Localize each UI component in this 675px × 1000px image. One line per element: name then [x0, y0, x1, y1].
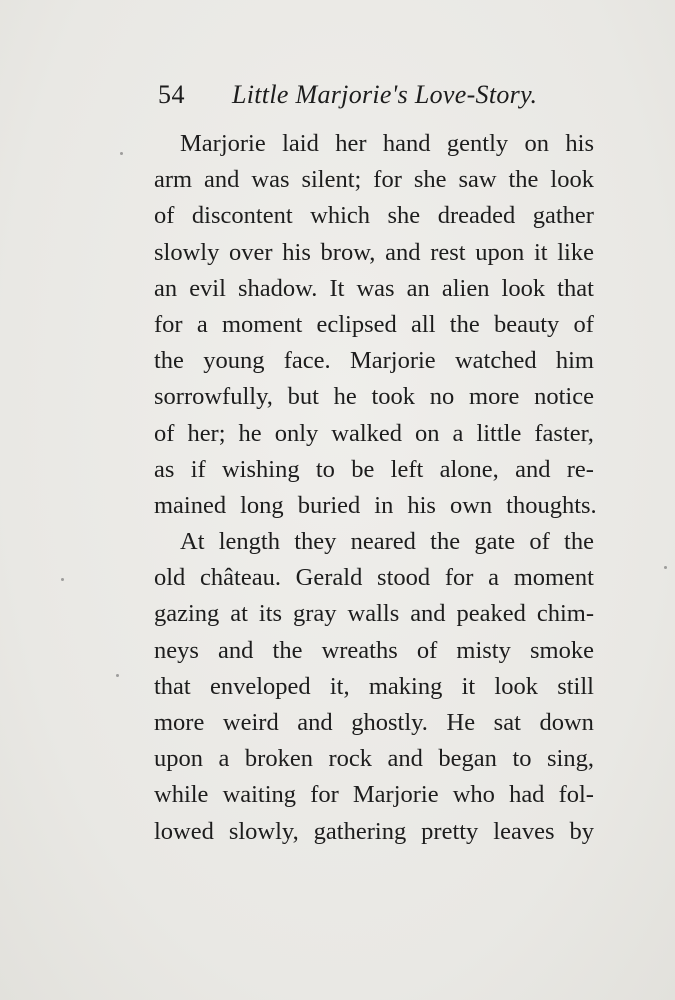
word: misty	[456, 636, 511, 664]
word: that	[557, 274, 594, 302]
word: as	[154, 455, 175, 483]
word: little	[476, 419, 522, 447]
word: the	[154, 347, 184, 375]
word: leaves	[493, 817, 555, 845]
word: took	[371, 383, 416, 411]
word: gathering	[313, 817, 407, 845]
text-line	[154, 777, 594, 813]
word: of	[573, 310, 594, 338]
word: Marjorie	[180, 130, 266, 157]
word: alone,	[439, 455, 499, 483]
word: him	[555, 347, 594, 375]
word: the	[449, 310, 480, 338]
word: notice	[534, 383, 594, 411]
word: she	[413, 166, 447, 194]
print-speck	[120, 152, 123, 155]
word: to	[512, 745, 532, 773]
word: neys	[154, 636, 199, 664]
word: evil	[189, 274, 226, 302]
text-line	[154, 416, 594, 452]
word: lowed	[154, 817, 214, 845]
word: of	[154, 202, 175, 230]
word: gather	[532, 202, 594, 230]
word: her	[335, 130, 367, 157]
word: for	[373, 166, 402, 194]
word: moment	[513, 564, 594, 592]
word: length	[218, 528, 280, 556]
word: by	[569, 817, 594, 845]
word: his	[282, 238, 311, 266]
word: upon	[154, 745, 203, 773]
word: had	[509, 781, 545, 809]
word: and	[218, 636, 254, 664]
word: weird	[222, 709, 279, 736]
word: the	[508, 166, 539, 194]
word: and	[204, 166, 240, 194]
word: Marjorie	[352, 781, 439, 809]
word: the	[430, 528, 461, 556]
print-speck	[116, 674, 119, 677]
word: for	[310, 781, 339, 809]
word: Marjorie	[349, 347, 436, 375]
word: he	[238, 419, 262, 447]
word: neared	[350, 528, 416, 556]
word: its	[258, 600, 283, 628]
word: re-	[566, 455, 594, 483]
word: was	[251, 166, 290, 194]
word: sorrowfully,	[154, 383, 273, 411]
word: young	[203, 347, 265, 375]
word: but	[287, 383, 319, 411]
word: still	[557, 672, 594, 700]
print-speck	[664, 566, 667, 569]
word: who	[452, 781, 495, 809]
word: on	[524, 130, 550, 157]
text-line	[154, 488, 597, 524]
text-line	[154, 307, 594, 343]
word: old	[154, 564, 186, 592]
word: for	[444, 564, 474, 592]
word: hand	[382, 130, 431, 157]
word: down	[539, 709, 594, 736]
word: walked	[331, 419, 403, 447]
word: buried	[297, 491, 361, 519]
word: his	[565, 130, 594, 157]
word: enveloped	[209, 672, 311, 700]
word: the	[564, 528, 594, 556]
word: began	[438, 745, 497, 773]
word: a	[488, 564, 499, 592]
word: He	[446, 709, 476, 736]
word: shadow.	[238, 274, 318, 302]
word: own	[449, 491, 493, 519]
word: was	[356, 274, 395, 302]
word: château.	[200, 564, 281, 592]
running-title: Little Marjorie's Love-Story.	[232, 80, 538, 109]
word: discontent	[191, 202, 293, 230]
word: saw	[458, 166, 497, 194]
word: silent;	[301, 166, 362, 194]
word: look	[550, 166, 594, 194]
text-line	[154, 669, 594, 705]
word: of	[154, 419, 175, 447]
page-number: 54	[158, 80, 185, 109]
word: gently	[446, 130, 509, 157]
word: it,	[329, 672, 350, 700]
word: like	[557, 238, 594, 266]
word: for	[154, 310, 183, 338]
word: smoke	[529, 636, 594, 664]
word: only	[274, 419, 319, 447]
text-line	[154, 162, 594, 198]
word: while	[154, 781, 209, 809]
word: gray	[293, 600, 337, 628]
word: gate	[474, 528, 516, 556]
word: ghostly.	[351, 709, 428, 736]
word: laid	[282, 130, 319, 157]
word: moment	[221, 310, 303, 338]
word: she	[387, 202, 421, 230]
word: stood	[377, 564, 431, 592]
word: wreaths	[321, 636, 398, 664]
word: over	[229, 238, 273, 266]
word: eclipsed	[316, 310, 397, 338]
word: of	[529, 528, 550, 556]
word: brow,	[320, 238, 376, 266]
text-line	[154, 271, 594, 307]
text-line	[154, 741, 594, 777]
word: left	[390, 455, 424, 483]
word: broken	[244, 745, 313, 773]
text-line	[154, 379, 594, 415]
text-line	[154, 524, 594, 560]
word: slowly	[154, 238, 220, 266]
word: rest	[430, 238, 466, 266]
text-line	[154, 596, 594, 632]
word: sing,	[547, 745, 594, 773]
word: look	[501, 274, 546, 302]
text-line	[154, 705, 594, 741]
word: more	[469, 383, 520, 411]
word: and	[297, 709, 333, 736]
word: an	[406, 274, 430, 302]
word: chim-	[536, 600, 594, 628]
word: at	[230, 600, 248, 628]
word: no	[429, 383, 455, 411]
word: if	[190, 455, 206, 483]
page-header	[158, 78, 588, 112]
word: beauty	[493, 310, 560, 338]
word: look	[494, 672, 538, 700]
word: on	[415, 419, 440, 447]
word: thoughts.	[506, 491, 597, 519]
text-line	[154, 198, 594, 234]
word: slowly,	[228, 817, 299, 845]
word: faster,	[534, 419, 594, 447]
word: and	[385, 238, 421, 266]
text-line	[154, 235, 594, 271]
word: gazing	[154, 600, 220, 628]
word: which	[310, 202, 371, 230]
word: It	[329, 274, 345, 302]
word: be	[351, 455, 375, 483]
word: upon	[475, 238, 525, 266]
word: of	[416, 636, 438, 664]
word: alien	[441, 274, 490, 302]
word: and	[387, 745, 423, 773]
word: At	[180, 528, 205, 556]
word: rock	[328, 745, 373, 773]
word: and	[515, 455, 551, 483]
text-line	[154, 560, 594, 596]
word: the	[272, 636, 303, 664]
word: sat	[493, 709, 521, 736]
word: dreaded	[437, 202, 516, 230]
body-text	[154, 126, 597, 850]
word: it	[461, 672, 476, 700]
word: a	[452, 419, 464, 447]
word: more	[154, 709, 205, 736]
word: an	[154, 274, 178, 302]
word: in	[374, 491, 394, 519]
word: walls	[347, 600, 400, 628]
text-line	[154, 343, 594, 379]
word: all	[411, 310, 436, 338]
word: face.	[283, 347, 331, 375]
word: to	[315, 455, 335, 483]
word: pretty	[421, 817, 479, 845]
text-line	[154, 814, 594, 850]
word: and	[410, 600, 446, 628]
word: peaked	[456, 600, 526, 628]
text-line	[154, 452, 594, 488]
word: her;	[187, 419, 226, 447]
word: long	[240, 491, 284, 519]
text-line	[154, 126, 594, 162]
word: mained	[154, 491, 227, 519]
word: his	[407, 491, 436, 519]
text-line	[154, 633, 594, 669]
word: wishing	[221, 455, 300, 483]
word: he	[333, 383, 357, 411]
word: that	[154, 672, 191, 700]
word: it	[533, 238, 548, 266]
word: watched	[454, 347, 537, 375]
word: waiting	[222, 781, 297, 809]
word: they	[294, 528, 337, 556]
word: a	[196, 310, 208, 338]
word: making	[368, 672, 443, 700]
print-speck	[61, 578, 64, 581]
word: Gerald	[295, 564, 363, 592]
word: fol-	[558, 781, 594, 809]
word: a	[218, 745, 230, 773]
word: arm	[154, 166, 193, 194]
